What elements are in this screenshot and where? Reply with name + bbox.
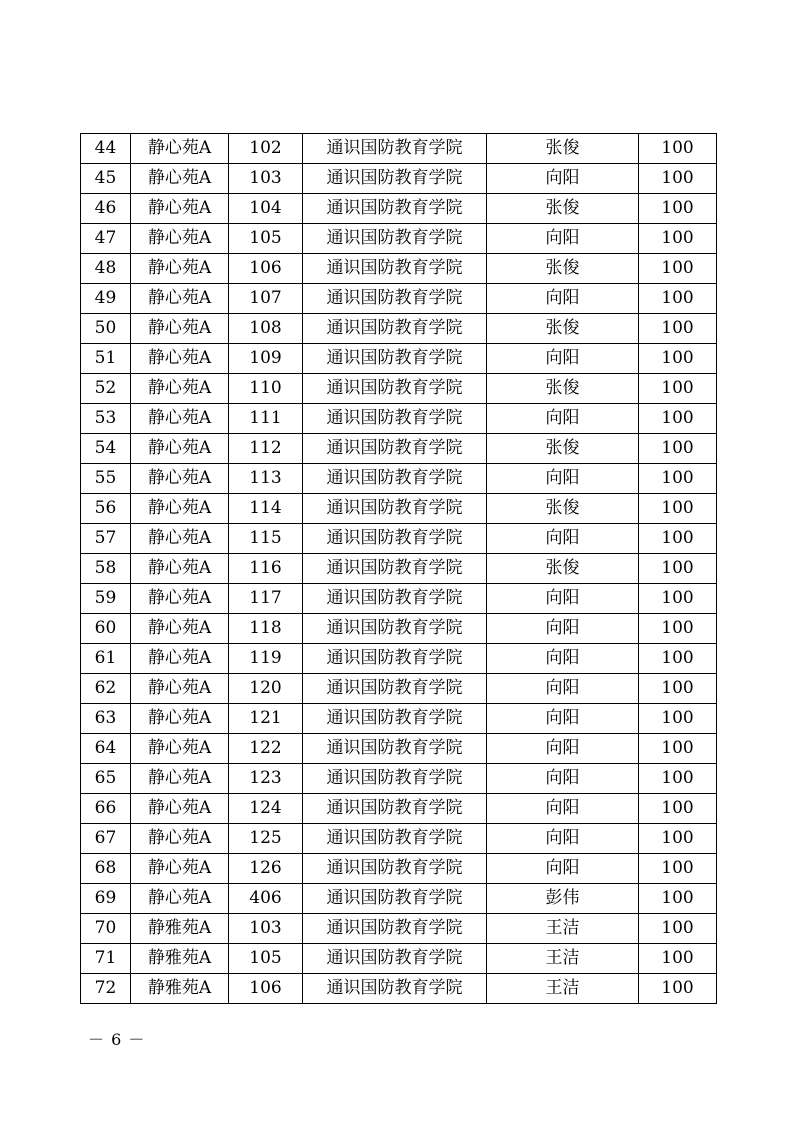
- building-cell: 静心苑A: [131, 374, 229, 404]
- contact-cell: 向阳: [487, 854, 639, 884]
- building-cell: 静心苑A: [131, 284, 229, 314]
- room-cell: 112: [229, 434, 303, 464]
- building-cell: 静心苑A: [131, 464, 229, 494]
- building-cell: 静心苑A: [131, 644, 229, 674]
- score-cell: 100: [639, 704, 717, 734]
- row-index-cell: 68: [81, 854, 131, 884]
- college-cell: 通识国防教育学院: [303, 644, 487, 674]
- row-index-cell: 50: [81, 314, 131, 344]
- contact-cell: 向阳: [487, 764, 639, 794]
- room-cell: 111: [229, 404, 303, 434]
- contact-cell: 向阳: [487, 224, 639, 254]
- room-cell: 105: [229, 944, 303, 974]
- college-cell: 通识国防教育学院: [303, 344, 487, 374]
- score-cell: 100: [639, 734, 717, 764]
- building-cell: 静心苑A: [131, 134, 229, 164]
- room-cell: 104: [229, 194, 303, 224]
- room-cell: 120: [229, 674, 303, 704]
- building-cell: 静心苑A: [131, 254, 229, 284]
- building-cell: 静雅苑A: [131, 974, 229, 1004]
- score-cell: 100: [639, 434, 717, 464]
- college-cell: 通识国防教育学院: [303, 674, 487, 704]
- table-row: [81, 944, 717, 974]
- room-cell: 106: [229, 974, 303, 1004]
- room-cell: 113: [229, 464, 303, 494]
- row-index-cell: 62: [81, 674, 131, 704]
- room-cell: 115: [229, 524, 303, 554]
- college-cell: 通识国防教育学院: [303, 374, 487, 404]
- score-cell: 100: [639, 464, 717, 494]
- contact-cell: 王洁: [487, 974, 639, 1004]
- college-cell: 通识国防教育学院: [303, 494, 487, 524]
- building-cell: 静心苑A: [131, 224, 229, 254]
- contact-cell: 向阳: [487, 794, 639, 824]
- table-row: [81, 194, 717, 224]
- building-cell: 静心苑A: [131, 764, 229, 794]
- college-cell: 通识国防教育学院: [303, 464, 487, 494]
- score-cell: 100: [639, 374, 717, 404]
- row-index-cell: 57: [81, 524, 131, 554]
- college-cell: 通识国防教育学院: [303, 614, 487, 644]
- row-index-cell: 72: [81, 974, 131, 1004]
- room-cell: 109: [229, 344, 303, 374]
- score-cell: 100: [639, 134, 717, 164]
- score-cell: 100: [639, 224, 717, 254]
- score-cell: 100: [639, 284, 717, 314]
- score-cell: 100: [639, 914, 717, 944]
- page-number: － 6 －: [88, 1030, 146, 1049]
- table-row: [81, 644, 717, 674]
- room-cell: 121: [229, 704, 303, 734]
- contact-cell: 向阳: [487, 674, 639, 704]
- college-cell: 通识国防教育学院: [303, 734, 487, 764]
- college-cell: 通识国防教育学院: [303, 854, 487, 884]
- table-row: [81, 464, 717, 494]
- table-row: [81, 614, 717, 644]
- building-cell: 静心苑A: [131, 494, 229, 524]
- college-cell: 通识国防教育学院: [303, 524, 487, 554]
- room-cell: 118: [229, 614, 303, 644]
- score-cell: 100: [639, 614, 717, 644]
- college-cell: 通识国防教育学院: [303, 254, 487, 284]
- score-cell: 100: [639, 194, 717, 224]
- row-index-cell: 70: [81, 914, 131, 944]
- row-index-cell: 58: [81, 554, 131, 584]
- contact-cell: 张俊: [487, 494, 639, 524]
- table-row: [81, 824, 717, 854]
- table-row: [81, 584, 717, 614]
- building-cell: 静雅苑A: [131, 944, 229, 974]
- row-index-cell: 53: [81, 404, 131, 434]
- room-cell: 119: [229, 644, 303, 674]
- score-cell: 100: [639, 404, 717, 434]
- row-index-cell: 67: [81, 824, 131, 854]
- contact-cell: 向阳: [487, 824, 639, 854]
- college-cell: 通识国防教育学院: [303, 134, 487, 164]
- building-cell: 静心苑A: [131, 734, 229, 764]
- building-cell: 静心苑A: [131, 404, 229, 434]
- room-cell: 117: [229, 584, 303, 614]
- contact-cell: 王洁: [487, 944, 639, 974]
- row-index-cell: 44: [81, 134, 131, 164]
- table-row: [81, 974, 717, 1004]
- room-cell: 103: [229, 164, 303, 194]
- row-index-cell: 63: [81, 704, 131, 734]
- college-cell: 通识国防教育学院: [303, 584, 487, 614]
- building-cell: 静心苑A: [131, 314, 229, 344]
- table-row: [81, 704, 717, 734]
- college-cell: 通识国防教育学院: [303, 884, 487, 914]
- table-row: [81, 344, 717, 374]
- building-cell: 静心苑A: [131, 164, 229, 194]
- score-cell: 100: [639, 884, 717, 914]
- room-cell: 124: [229, 794, 303, 824]
- score-cell: 100: [639, 164, 717, 194]
- room-cell: 114: [229, 494, 303, 524]
- college-cell: 通识国防教育学院: [303, 404, 487, 434]
- room-cell: 107: [229, 284, 303, 314]
- room-cell: 116: [229, 554, 303, 584]
- college-cell: 通识国防教育学院: [303, 554, 487, 584]
- contact-cell: 向阳: [487, 524, 639, 554]
- row-index-cell: 47: [81, 224, 131, 254]
- table-row: [81, 524, 717, 554]
- table-row: [81, 404, 717, 434]
- room-cell: 125: [229, 824, 303, 854]
- college-cell: 通识国防教育学院: [303, 914, 487, 944]
- score-cell: 100: [639, 344, 717, 374]
- room-cell: 126: [229, 854, 303, 884]
- college-cell: 通识国防教育学院: [303, 794, 487, 824]
- contact-cell: 向阳: [487, 644, 639, 674]
- building-cell: 静心苑A: [131, 884, 229, 914]
- score-cell: 100: [639, 824, 717, 854]
- row-index-cell: 49: [81, 284, 131, 314]
- score-cell: 100: [639, 314, 717, 344]
- contact-cell: 向阳: [487, 344, 639, 374]
- table-row: [81, 674, 717, 704]
- row-index-cell: 66: [81, 794, 131, 824]
- table-row: [81, 224, 717, 254]
- contact-cell: 向阳: [487, 284, 639, 314]
- contact-cell: 向阳: [487, 584, 639, 614]
- contact-cell: 向阳: [487, 164, 639, 194]
- building-cell: 静雅苑A: [131, 914, 229, 944]
- row-index-cell: 45: [81, 164, 131, 194]
- contact-cell: 彭伟: [487, 884, 639, 914]
- contact-cell: 张俊: [487, 554, 639, 584]
- college-cell: 通识国防教育学院: [303, 434, 487, 464]
- contact-cell: 张俊: [487, 374, 639, 404]
- building-cell: 静心苑A: [131, 614, 229, 644]
- table-row: [81, 734, 717, 764]
- score-cell: 100: [639, 944, 717, 974]
- score-cell: 100: [639, 764, 717, 794]
- building-cell: 静心苑A: [131, 194, 229, 224]
- table-row: [81, 494, 717, 524]
- room-cell: 122: [229, 734, 303, 764]
- room-cell: 105: [229, 224, 303, 254]
- row-index-cell: 60: [81, 614, 131, 644]
- row-index-cell: 61: [81, 644, 131, 674]
- contact-cell: 张俊: [487, 254, 639, 284]
- table-row: [81, 374, 717, 404]
- building-cell: 静心苑A: [131, 584, 229, 614]
- table-row: [81, 434, 717, 464]
- college-cell: 通识国防教育学院: [303, 284, 487, 314]
- college-cell: 通识国防教育学院: [303, 704, 487, 734]
- college-cell: 通识国防教育学院: [303, 164, 487, 194]
- score-cell: 100: [639, 644, 717, 674]
- roster-table: [80, 133, 717, 1004]
- row-index-cell: 69: [81, 884, 131, 914]
- building-cell: 静心苑A: [131, 704, 229, 734]
- row-index-cell: 55: [81, 464, 131, 494]
- table-row: [81, 134, 717, 164]
- score-cell: 100: [639, 854, 717, 884]
- table-row: [81, 914, 717, 944]
- contact-cell: 向阳: [487, 734, 639, 764]
- contact-cell: 张俊: [487, 194, 639, 224]
- table-row: [81, 854, 717, 884]
- score-cell: 100: [639, 584, 717, 614]
- score-cell: 100: [639, 254, 717, 284]
- score-cell: 100: [639, 794, 717, 824]
- building-cell: 静心苑A: [131, 674, 229, 704]
- college-cell: 通识国防教育学院: [303, 314, 487, 344]
- college-cell: 通识国防教育学院: [303, 224, 487, 254]
- table-row: [81, 254, 717, 284]
- college-cell: 通识国防教育学院: [303, 194, 487, 224]
- building-cell: 静心苑A: [131, 434, 229, 464]
- contact-cell: 向阳: [487, 704, 639, 734]
- contact-cell: 向阳: [487, 464, 639, 494]
- table-row: [81, 794, 717, 824]
- building-cell: 静心苑A: [131, 824, 229, 854]
- row-index-cell: 48: [81, 254, 131, 284]
- table-row: [81, 554, 717, 584]
- room-cell: 102: [229, 134, 303, 164]
- score-cell: 100: [639, 974, 717, 1004]
- row-index-cell: 65: [81, 764, 131, 794]
- contact-cell: 张俊: [487, 134, 639, 164]
- room-cell: 103: [229, 914, 303, 944]
- score-cell: 100: [639, 674, 717, 704]
- room-cell: 406: [229, 884, 303, 914]
- roster-table-container: [80, 133, 716, 1004]
- room-cell: 108: [229, 314, 303, 344]
- table-row: [81, 284, 717, 314]
- table-row: [81, 164, 717, 194]
- building-cell: 静心苑A: [131, 554, 229, 584]
- college-cell: 通识国防教育学院: [303, 764, 487, 794]
- college-cell: 通识国防教育学院: [303, 824, 487, 854]
- score-cell: 100: [639, 494, 717, 524]
- contact-cell: 王洁: [487, 914, 639, 944]
- row-index-cell: 46: [81, 194, 131, 224]
- row-index-cell: 59: [81, 584, 131, 614]
- row-index-cell: 54: [81, 434, 131, 464]
- row-index-cell: 52: [81, 374, 131, 404]
- room-cell: 106: [229, 254, 303, 284]
- contact-cell: 向阳: [487, 614, 639, 644]
- score-cell: 100: [639, 524, 717, 554]
- contact-cell: 张俊: [487, 314, 639, 344]
- building-cell: 静心苑A: [131, 524, 229, 554]
- table-row: [81, 764, 717, 794]
- row-index-cell: 64: [81, 734, 131, 764]
- contact-cell: 张俊: [487, 434, 639, 464]
- college-cell: 通识国防教育学院: [303, 974, 487, 1004]
- table-row: [81, 884, 717, 914]
- row-index-cell: 71: [81, 944, 131, 974]
- table-row: [81, 314, 717, 344]
- roster-table-body: [81, 134, 717, 1004]
- building-cell: 静心苑A: [131, 854, 229, 884]
- score-cell: 100: [639, 554, 717, 584]
- room-cell: 110: [229, 374, 303, 404]
- building-cell: 静心苑A: [131, 794, 229, 824]
- room-cell: 123: [229, 764, 303, 794]
- row-index-cell: 56: [81, 494, 131, 524]
- building-cell: 静心苑A: [131, 344, 229, 374]
- college-cell: 通识国防教育学院: [303, 944, 487, 974]
- contact-cell: 向阳: [487, 404, 639, 434]
- row-index-cell: 51: [81, 344, 131, 374]
